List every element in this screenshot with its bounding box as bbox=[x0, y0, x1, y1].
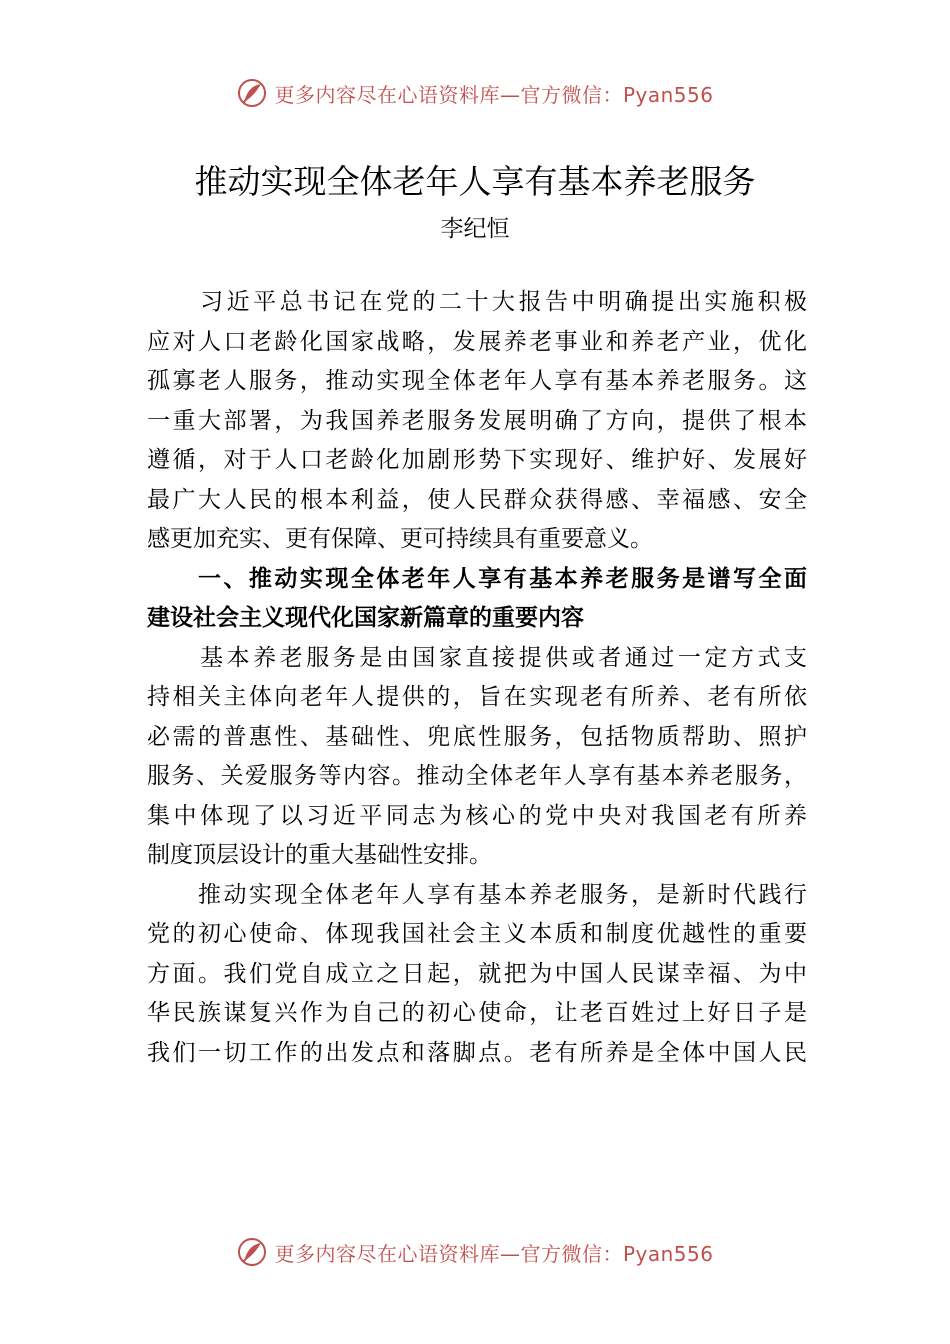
text-line: 制度顶层设计的重大基础性安排。 bbox=[147, 842, 492, 868]
text-line: 遵循，对于人口老龄化加剧形势下实现好、维护好、发展好 bbox=[147, 447, 807, 473]
document-author: 李纪恒 bbox=[440, 216, 510, 242]
header-watermark-banner bbox=[0, 73, 950, 113]
paragraph-2 bbox=[147, 639, 807, 876]
text-line: 华民族谋复兴作为自己的初心使命，让老百姓过上好日子是 bbox=[147, 1000, 807, 1026]
paragraph-3 bbox=[147, 876, 807, 1074]
paragraph-1 bbox=[147, 283, 807, 560]
leaf-pen-logo-icon bbox=[236, 1236, 268, 1268]
text-line: 党的初心使命、体现我国社会主义本质和制度优越性的重要 bbox=[147, 921, 807, 947]
text-line: 服务、关爱服务等内容。推动全体老年人享有基本养老服务， bbox=[147, 763, 807, 789]
text-line: 基本养老服务是由国家直接提供或者通过一定方式支 bbox=[147, 644, 807, 671]
footer-watermark-banner bbox=[0, 1232, 950, 1272]
text-line: 感更加充实、更有保障、更可持续具有重要意义。 bbox=[147, 526, 653, 552]
text-line: 推动实现全体老年人享有基本养老服务，是新时代践行 bbox=[147, 881, 807, 908]
text-line: 一重大部署，为我国养老服务发展明确了方向，提供了根本 bbox=[147, 407, 807, 434]
document-body bbox=[147, 283, 807, 1073]
watermark-text: 更多内容尽在心语资料库—官方微信：Pyan556 bbox=[274, 1241, 714, 1266]
document-title: 推动实现全体老年人享有基本养老服务 bbox=[194, 162, 756, 201]
text-line: 孤寡老人服务，推动实现全体老年人享有基本养老服务。这 bbox=[147, 368, 807, 394]
text-line: 最广大人民的根本利益，使人民群众获得感、幸福感、安全 bbox=[147, 486, 807, 513]
leaf-pen-logo-icon bbox=[236, 77, 268, 109]
text-line: 方面。我们党自成立之日起，就把为中国人民谋幸福、为中 bbox=[147, 960, 807, 987]
text-line: 应对人口老龄化国家战略，发展养老事业和养老产业，优化 bbox=[147, 328, 807, 355]
text-line: 我们一切工作的出发点和落脚点。老有所养是全体中国人民 bbox=[147, 1039, 807, 1066]
heading-line: 建设社会主义现代化国家新篇章的重要内容 bbox=[147, 605, 584, 631]
watermark-text: 更多内容尽在心语资料库—官方微信：Pyan556 bbox=[274, 82, 714, 107]
text-line: 集中体现了以习近平同志为核心的党中央对我国老有所养 bbox=[147, 802, 807, 829]
text-line: 必需的普惠性、基础性、兜底性服务，包括物质帮助、照护 bbox=[147, 723, 807, 750]
heading-line: 一、推动实现全体老年人享有基本养老服务是谱写全面 bbox=[147, 565, 807, 592]
text-line: 习近平总书记在党的二十大报告中明确提出实施积极 bbox=[147, 289, 807, 315]
text-line: 持相关主体向老年人提供的，旨在实现老有所养、老有所依 bbox=[147, 684, 807, 710]
section-heading-1 bbox=[147, 560, 807, 639]
